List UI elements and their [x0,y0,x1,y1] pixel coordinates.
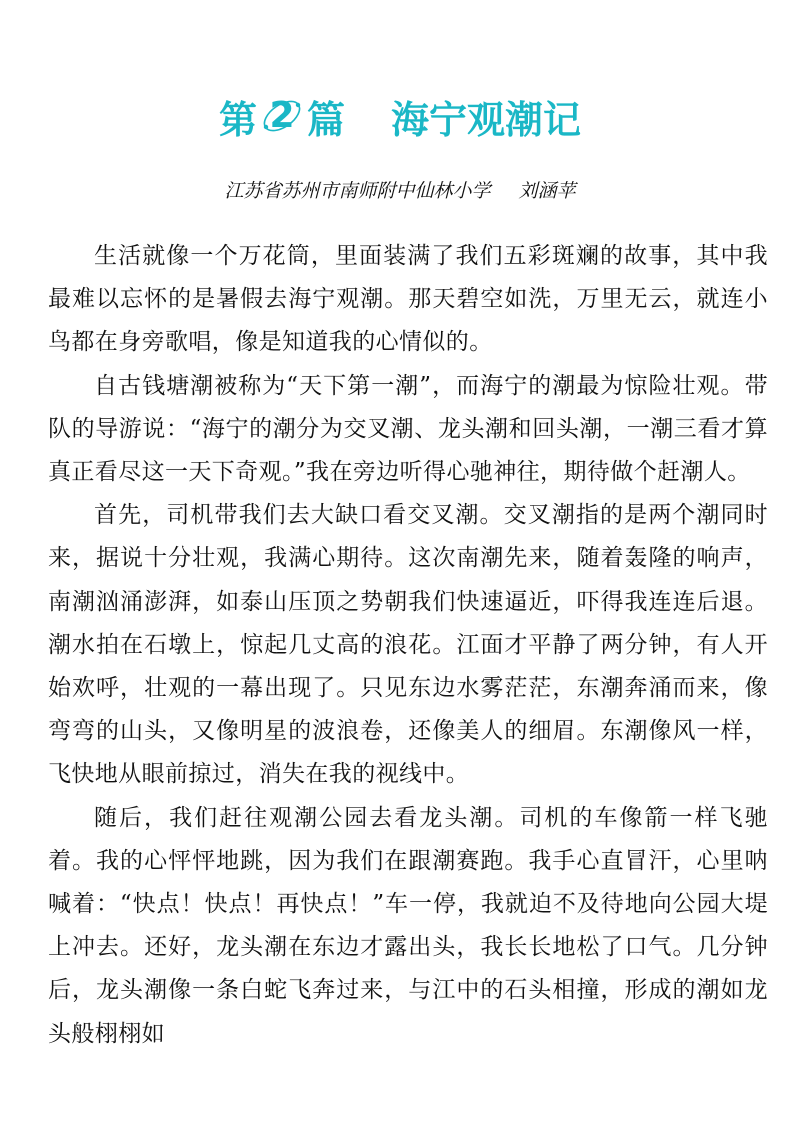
title-prefix: 第 [218,98,257,142]
paragraph-3: 首先，司机带我们去大缺口看交叉潮。交叉潮指的是两个潮同时来，据说十分壮观，我满心期待。这次南潮先来，随着轰隆的响声，南潮汹涌澎湃，如泰山压顶之势朝我们快速逼近，吓得我连连后退。潮水拍在石墩上，惊起几丈高的浪花。江面才平静了两分钟，有人开始欢呼，壮观的一幕出现了。只见东边水雾茫茫，东潮奔涌而来，像弯弯的山头，又像明星的波浪卷，还像美人的细眉。东潮像风一样，飞快地从眼前掠过，消失在我的视线中。 [48,502,768,788]
author-school: 江苏省苏州市南师附中仙林小学 [224,180,491,202]
paragraph-4: 随后，我们赶往观潮公园去看龙头潮。司机的车像箭一样飞驰着。我的心怦怦地跳，因为我们在跟潮赛跑。我手心直冒汗，心里呐喊着：“快点！快点！再快点！”车一停，我就迫不及待地向公园大堤上冲去。还好，龙头潮在东边才露出头，我长长地松了口气。几分钟后，龙头潮像一条白蛇飞奔过来，与江中的石头相撞，形成的潮如龙头般栩栩如 [48,804,768,1047]
title-name: 海宁观潮记 [391,98,582,142]
title-suffix: 篇 [306,98,345,142]
title-number-badge [259,93,305,139]
author-byline [0,176,800,206]
article-title [0,92,800,148]
paragraph-2: 自古钱塘潮被称为“天下第一潮”，而海宁的潮最为惊险壮观。带队的导游说：“海宁的潮分为交叉潮、龙头潮和回头潮，一潮三看才算真正看尽这一天下奇观。”我在旁边听得心驰神往，期待做个赶潮人。 [48,372,768,486]
author-name: 刘涵苹 [518,180,576,202]
paragraph-1: 生活就像一个万花筒，里面装满了我们五彩斑斓的故事，其中我最难以忘怀的是暑假去海宁观潮。那天碧空如洗，万里无云，就连小鸟都在身旁歌唱，像是知道我的心情似的。 [48,243,768,356]
article-body [48,235,768,1056]
title-number: 2 [269,95,295,136]
